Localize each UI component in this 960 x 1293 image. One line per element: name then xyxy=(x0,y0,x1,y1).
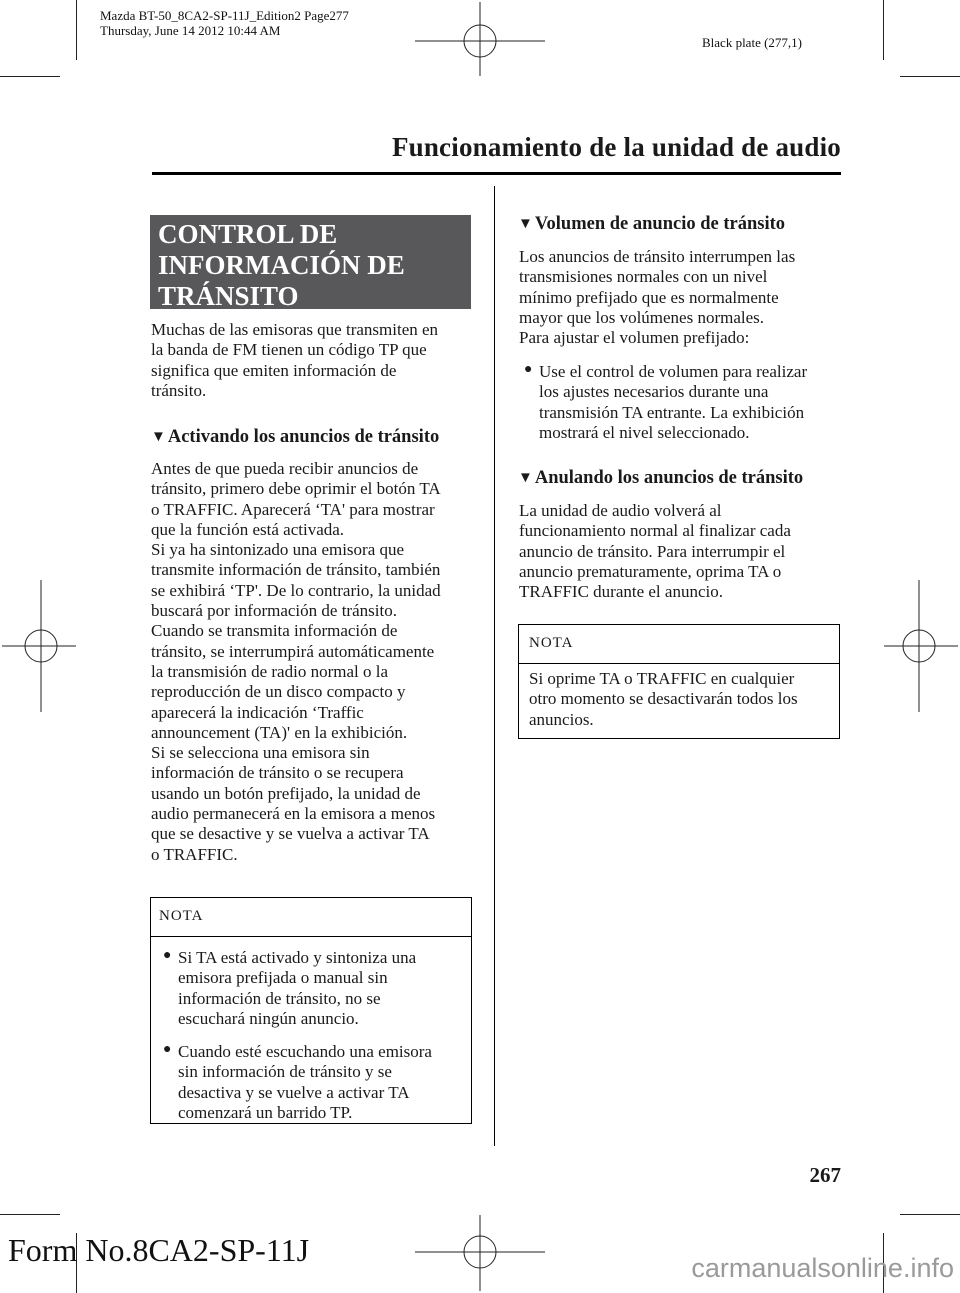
intro-paragraph: Muchas de las emisoras que transmiten en la banda de FM tienen un código TP que significa que emiten información de tránsito. xyxy=(151,320,439,400)
section-title: Funcionamiento de la unidad de audio xyxy=(391,132,841,162)
activating-body: Antes de que pueda recibir anuncios de tránsito, primero debe oprimir el botón TA o TRAFFIC. Aparecerá ‘TA' para mostrar que la función está activada. Si ya ha sintonizado una emisora que transmite información de tránsito, también se exhibirá ‘TP'. De lo contrario, la unidad buscará por información de tránsito. Cuando se transmita información de tránsito, se interrumpirá automáticamente la transmisión de radio normal o la reproducción de un disco compacto y aparecerá la indicación ‘Traffic announcement (TA)' en la exhibición. Si se selecciona una emisora sin información de tránsito o se recupera usando un botón prefijado, la unidad de audio permanecerá en la emisora a menos que se desactive y se vuelva a activar TA o TRAFFIC. xyxy=(151,459,441,864)
bullet-icon: ● xyxy=(163,1042,172,1057)
cancel-body: La unidad de audio volverá al funcionamiento normal al finalizar cada anuncio de tránsito. Para interrumpir el anuncio prematuramente, oprima TA o TRAFFIC durante el anuncio. xyxy=(519,501,791,602)
activating-heading xyxy=(151,426,481,449)
print-meta xyxy=(100,8,349,38)
note-text: Si oprime TA o TRAFFIC en cualquier otro momento se desactivarán todos los anuncios. xyxy=(529,669,798,729)
banner-line: CONTROL DE xyxy=(158,219,338,249)
watermark: carmanualsonline.info xyxy=(691,1253,954,1283)
heading-banner xyxy=(150,215,471,309)
triangle-icon: ▼ xyxy=(518,216,533,232)
bullet-icon: ● xyxy=(524,362,533,377)
column-divider xyxy=(494,186,495,1146)
bullet-icon: ● xyxy=(163,948,172,963)
registration-top xyxy=(415,2,545,76)
volume-bullet-text: Use el control de volumen para realizar los ajustes necesarios durante una transmisión TA entrante. La exhibición mostrará el nivel seleccionado. xyxy=(539,362,808,442)
note-separator xyxy=(151,936,471,937)
volume-heading-text: Volumen de anuncio de tránsito xyxy=(534,214,785,234)
volume-heading xyxy=(518,213,848,236)
note-box-right xyxy=(518,624,840,739)
note-separator xyxy=(519,663,839,664)
triangle-icon: ▼ xyxy=(518,470,533,486)
note-bullet-text: Si TA está activado y sintoniza una emisora prefijada o manual sin información de tránsito, no se escuchará ningún anuncio. xyxy=(178,948,417,1028)
note-title: NOTA xyxy=(159,908,204,924)
note-box-left xyxy=(150,897,472,1124)
registration-bottom xyxy=(415,1215,545,1291)
banner-line: TRÁNSITO xyxy=(158,281,299,311)
triangle-icon: ▼ xyxy=(151,429,166,445)
cancel-heading xyxy=(518,467,848,490)
note-bullet-text: Cuando esté escuchando una emisora sin información de tránsito y se desactiva y se vuelve a activar TA comenzará un barrido TP. xyxy=(178,1042,432,1122)
activating-heading-text: Activando los anuncios de tránsito xyxy=(167,427,440,447)
form-number: Form No.8CA2-SP-11J xyxy=(8,1232,310,1268)
print-meta-date: Thursday, June 14 2012 10:44 AM xyxy=(100,23,281,38)
banner-line: INFORMACIÓN DE xyxy=(158,250,405,280)
registration-left xyxy=(2,580,76,712)
black-plate-label: Black plate (277,1) xyxy=(702,35,802,50)
registration-right xyxy=(884,580,958,712)
volume-body: Los anuncios de tránsito interrumpen las transmisiones normales con un nivel mínimo prefijado que es normalmente mayor que los volúmenes normales. Para ajustar el volumen prefijado: xyxy=(519,247,796,348)
page-number: 267 xyxy=(809,1163,841,1187)
print-meta-file: Mazda BT-50_8CA2-SP-11J_Edition2 Page277 xyxy=(100,8,349,23)
header-rule xyxy=(152,172,841,175)
cancel-heading-text: Anulando los anuncios de tránsito xyxy=(534,468,804,488)
note-title: NOTA xyxy=(529,635,574,651)
